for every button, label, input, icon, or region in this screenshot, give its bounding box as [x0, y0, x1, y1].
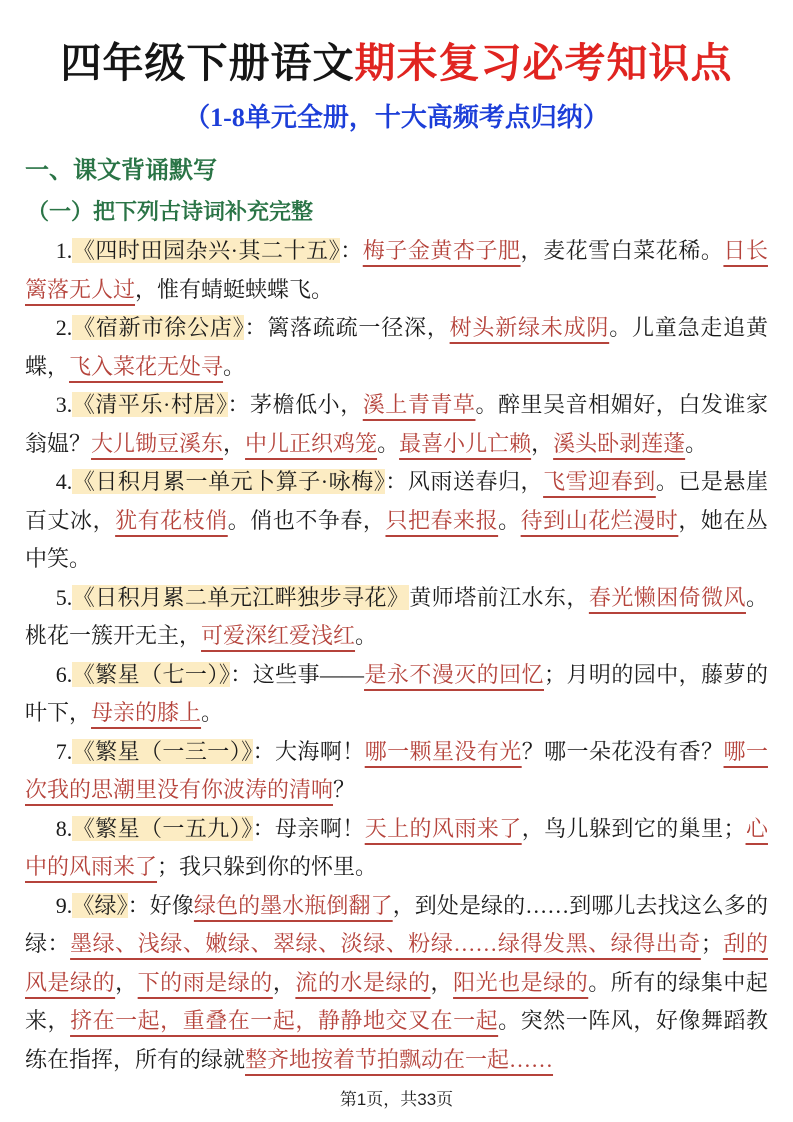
poem-text: 。 [201, 700, 224, 726]
poem-item [25, 887, 768, 1080]
poem-item [25, 463, 768, 579]
poem-text: 黄师塔前江水东， [409, 584, 589, 610]
poem-text: 7. [55, 738, 73, 764]
poem-text: ，到处是绿的……到哪儿去找这么多的绿： [25, 892, 768, 957]
poem-text: ， [115, 969, 138, 995]
poem-text: 。醉里吴音相媚好，白发谁家翁媪？ [25, 392, 768, 456]
answer-blank: 阳光也是绿的 [453, 969, 589, 995]
poem-text: 5. [55, 584, 73, 610]
poem-text: ， [272, 969, 296, 995]
answer-blank: 流的水是绿的 [295, 969, 431, 995]
poem-title-highlight: 《繁星（一三一）》 [72, 738, 253, 764]
poem-text: 。俏也不争春， [227, 507, 386, 533]
poem-text: 。 [498, 507, 521, 533]
poem-text: ：篱落疏疏一径深， [244, 315, 450, 341]
poem-title-highlight: 《日积月累二单元江畔独步寻花》 [72, 584, 410, 610]
poem-text: 。儿童急走追黄蝶， [25, 315, 768, 379]
poem-text: ，麦花雪白菜花稀。 [520, 238, 724, 264]
poem-text: ； [700, 931, 723, 957]
poem-text: 。 [685, 430, 708, 456]
poem-text: 1. [55, 238, 73, 264]
poem-item [25, 579, 768, 656]
poem-title-highlight: 《繁星（七一）》 [72, 661, 231, 687]
poem-text: 6. [55, 661, 73, 687]
page-title [25, 40, 768, 87]
poem-title-highlight: 《宿新市徐公店》 [72, 315, 245, 341]
section-heading: 一、课文背诵默写 [25, 158, 217, 185]
answer-blank: 只把春来报 [385, 507, 499, 533]
poem-text: ， [223, 430, 246, 456]
poem-text: ；月明的园中，藤萝的叶下， [25, 661, 768, 726]
answer-blank: 溪头卧剥莲蓬 [553, 430, 686, 456]
poem-text: 。所有的绿集中起来， [25, 969, 768, 1034]
answer-blank: 是永不漫灭的回忆 [364, 661, 544, 687]
poem-title-highlight: 《四时田园杂兴·其二十五》 [72, 238, 341, 264]
answer-blank: 犹有花枝俏 [115, 507, 228, 533]
poem-list [25, 232, 768, 1079]
poem-text: 。突然一阵风，好像舞蹈教练在指挥，所有的绿就 [25, 1008, 768, 1072]
answer-blank: 春光懒困倚微风 [588, 584, 746, 610]
poem-title-highlight: 《繁星（一五九）》 [72, 815, 253, 841]
poem-text: 3. [55, 392, 73, 418]
answer-blank: 心中的风雨来了 [25, 815, 768, 880]
poem-text: ，惟有蜻蜓蛱蝶飞。 [135, 276, 334, 302]
poem-item [25, 810, 768, 887]
answer-blank: 最喜小儿亡赖 [399, 430, 532, 456]
poem-text: ， [531, 430, 554, 456]
poem-text: ，鸟儿躲到它的巢里； [521, 815, 746, 841]
poem-title-highlight: 《日积月累一单元卜算子·咏梅》 [72, 469, 386, 495]
poem-text: 9. [55, 892, 73, 918]
poem-item [25, 386, 768, 463]
poem-text: 。 [355, 623, 378, 649]
poem-text: ？ [333, 777, 356, 803]
poem-text: 。已是悬崖百丈冰， [25, 469, 768, 533]
poem-item [25, 232, 768, 309]
page-title-red-part: 期末复习必考知识点 [354, 40, 733, 86]
answer-blank: 树头新绿未成阴 [449, 315, 610, 341]
answer-blank: 天上的风雨来了 [364, 815, 522, 841]
poem-title-highlight: 《绿》 [72, 892, 128, 918]
answer-blank: 待到山花烂漫时 [520, 507, 679, 533]
poem-title-highlight: 《清平乐·村居》 [72, 392, 228, 418]
poem-text: ：好像 [127, 892, 194, 918]
page-subtitle: （1-8单元全册，十大高频考点归纳） [184, 103, 609, 133]
poem-text: 2. [55, 315, 73, 341]
answer-blank: 整齐地按着节拍飘动在一起…… [245, 1046, 554, 1072]
poem-item [25, 733, 768, 810]
answer-blank: 溪上青青草 [362, 392, 476, 418]
answer-blank: 中儿正织鸡笼 [245, 430, 378, 456]
poem-text: 。桃花一簇开无主， [25, 584, 768, 649]
answer-blank: 下的雨是绿的 [137, 969, 273, 995]
answer-blank: 飞入菜花无处寻 [69, 353, 224, 379]
answer-blank: 墨绿、浅绿、嫩绿、翠绿、淡绿、粉绿……绿得发黑、绿得出奇 [70, 931, 701, 957]
answer-blank: 大儿锄豆溪东 [91, 430, 224, 456]
answer-blank: 可爱深红爱浅红 [201, 623, 356, 649]
poem-text: ， [430, 969, 454, 995]
poem-text: 8. [55, 815, 73, 841]
poem-text: ： [340, 238, 363, 264]
poem-text: ：风雨送春归， [385, 469, 544, 495]
answer-blank: 飞雪迎春到 [543, 469, 656, 495]
answer-blank: 梅子金黄杏子肥 [362, 238, 521, 264]
answer-blank: 刮的风是绿的 [25, 931, 768, 995]
answer-blank: 绿色的墨水瓶倒翻了 [193, 892, 393, 918]
poem-text: 。 [377, 430, 400, 456]
poem-text: ：这些事—— [230, 661, 365, 687]
answer-blank: 哪一颗星没有光 [364, 738, 522, 764]
poem-text: ；我只躲到你的怀里。 [157, 854, 378, 880]
answer-blank: 挤在一起，重叠在一起，静静地交叉在一起 [70, 1008, 499, 1034]
poem-item [25, 309, 768, 386]
page-title-black-part: 四年级下册语文 [60, 40, 355, 86]
answer-blank: 哪一次我的思潮里没有你波涛的清响 [25, 738, 768, 803]
answer-blank: 日长篱落无人过 [25, 238, 768, 302]
answer-blank: 母亲的膝上 [91, 700, 202, 726]
poem-text: 4. [55, 469, 73, 495]
poem-text: ：大海啊！ [252, 738, 365, 764]
poem-text: ：茅檐低小， [227, 392, 363, 418]
subsection-heading: （一）把下列古诗词补充完整 [27, 199, 314, 225]
page-number-footer: 第1页，共33页 [339, 1090, 454, 1109]
poem-text: ：母亲啊！ [252, 815, 365, 841]
poem-text: ，她在丛中笑。 [25, 507, 768, 572]
poem-item [25, 656, 768, 733]
poem-text: 。 [223, 353, 246, 379]
poem-text: ？哪一朵花没有香？ [521, 738, 724, 764]
